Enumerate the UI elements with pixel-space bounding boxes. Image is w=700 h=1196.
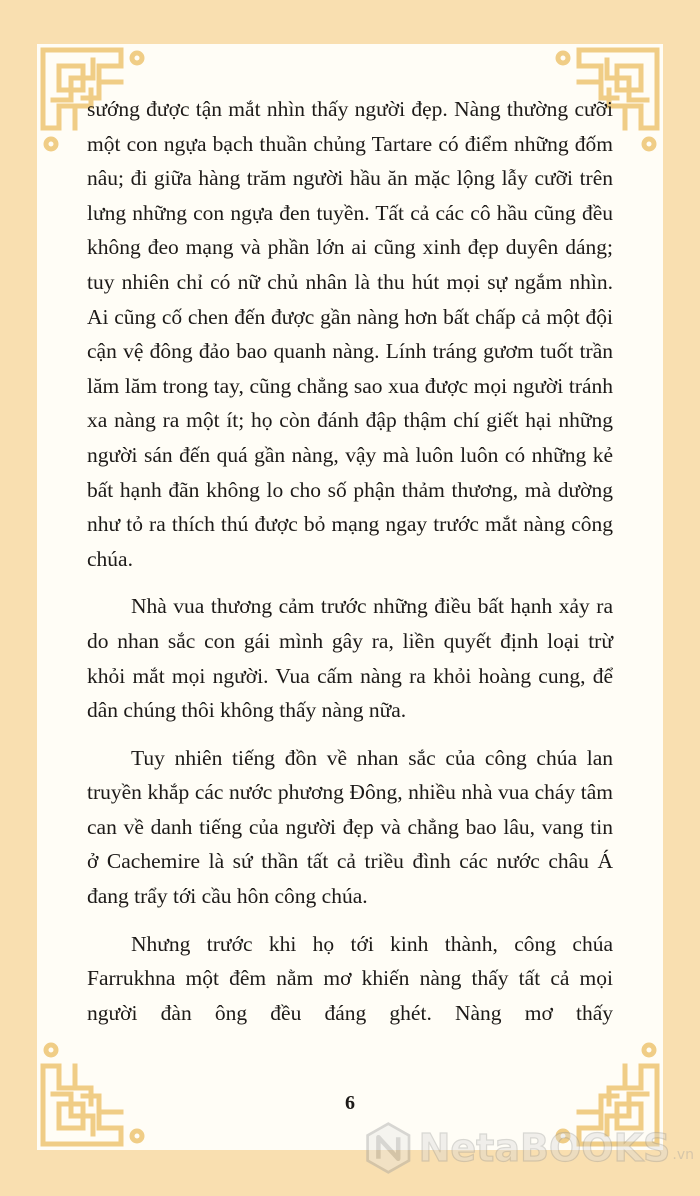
watermark xyxy=(364,1118,694,1178)
corner-ornament-icon xyxy=(37,1032,155,1150)
paragraph: Nhà vua thương cảm trước những điều bất hạnh xảy ra do nhan sắc con gái mình gây ra, liền quyết định loại trừ khỏi mắt mọi người. Vua cấm nàng ra khỏi hoàng cung, để dân chúng thôi không thấy nàng nữa. xyxy=(87,594,613,723)
watermark-brand: NetaBOOKS xyxy=(418,1126,671,1170)
watermark-suffix: .vn xyxy=(672,1147,694,1163)
paragraph: Tuy nhiên tiếng đồn về nhan sắc của công chúa lan truyền khắp các nước phương Đông, nhiều nhà vua cháy tâm can về danh tiếng của người đẹp và chẳng bao lâu, vang tin ở Cachemire là sứ thần tất cả triều đình các nước châu Á đang trẩy tới cầu hôn công chúa. xyxy=(87,745,613,909)
page-number: 6 xyxy=(345,1092,355,1114)
paragraph: Nhưng trước khi họ tới kinh thành, công chúa Farrukhna một đêm nằm mơ khiến nàng thấy tất cả mọi người đàn ông đều đáng ghét. Nàng mơ thấy xyxy=(87,931,613,1025)
book-page xyxy=(37,44,663,1150)
body-text xyxy=(87,92,613,1043)
netabooks-logo-icon xyxy=(364,1118,413,1178)
paragraph: sướng được tận mắt nhìn thấy người đẹp. Nàng thường cưỡi một con ngựa bạch thuần chủng Tartare có điểm những đốm nâu; đi giữa hàng trăm người hầu ăn mặc lộng lẫy cưỡi trên lưng những con ngựa đen tuyền. Tất cả các cô hầu cũng đều không đeo mạng và phần lớn ai cũng xinh đẹp duyên dáng; tuy nhiên chỉ có nữ chủ nhân là thu hút mọi sự ngắm nhìn. Ai cũng cố chen đến được gần nàng hơn bất chấp cả một đội cận vệ đông đảo bao quanh nàng. Lính tráng gươm tuốt trần lăm lăm trong tay, cũng chẳng sao xua được mọi người tránh xa nàng ra một ít; họ còn đánh đập thậm chí giết hại những người sán đến quá gần nàng, vậy mà luôn luôn có những kẻ bất hạnh đãn không lo cho số phận thảm thương, mà dường như tỏ ra thích thú được bỏ mạng ngay trước mắt nàng công chúa. xyxy=(87,97,613,571)
